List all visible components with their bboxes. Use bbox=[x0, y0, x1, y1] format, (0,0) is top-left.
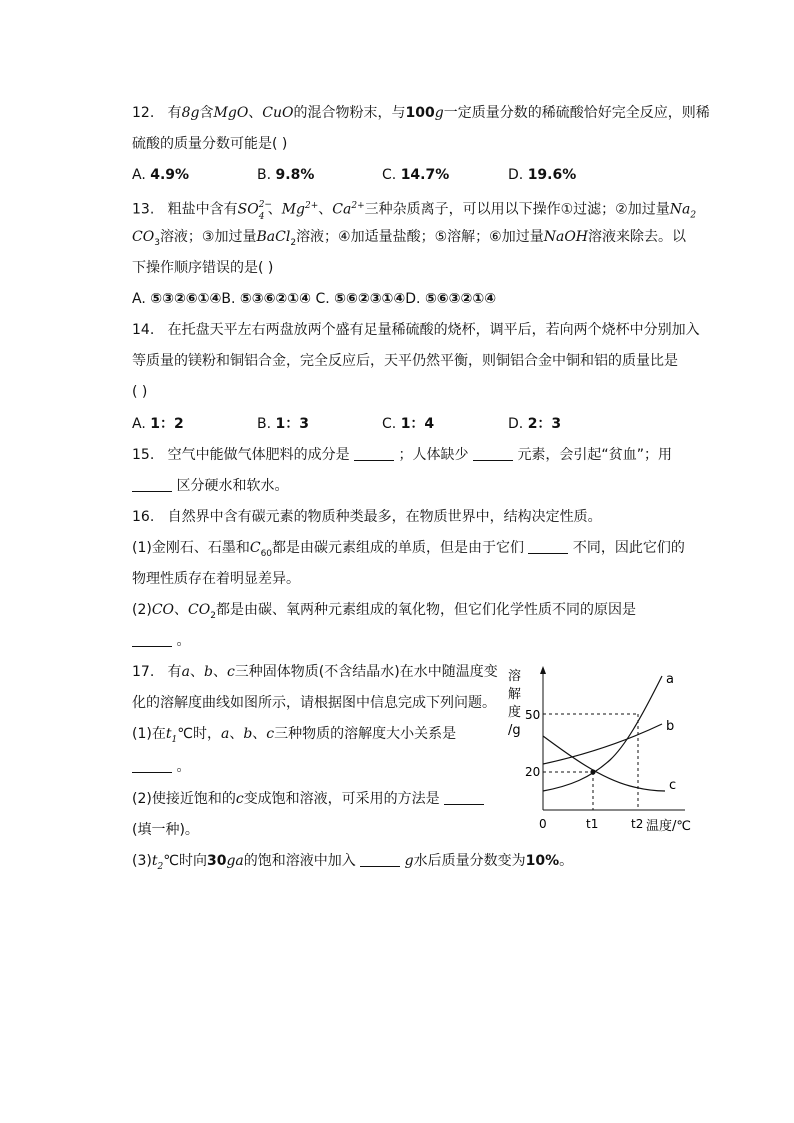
x-axis-label: 温度/℃ bbox=[646, 819, 691, 834]
q14-option-a: A. 1：2 bbox=[132, 416, 184, 432]
q17-line1: 17. 有a、b、c三种固体物质(不含结晶水)在水中随温度变 bbox=[132, 664, 498, 680]
y-axis-label-4: /g bbox=[508, 723, 521, 738]
q17-part2-cont: (填一种)。 bbox=[132, 822, 199, 838]
solubility-graph bbox=[500, 660, 700, 835]
formula-mgo: MgO bbox=[213, 105, 249, 121]
q17-part1: (1)在$t_1℃$时，a、b、c三种物质的溶解度大小关系是 bbox=[132, 726, 457, 745]
x-tick-origin: 0 bbox=[539, 817, 547, 831]
q13-options: A. ⑤③②⑥①④B. ⑤③⑥②①④ C. ⑤⑥②③①④D. ⑤⑥③②①④ bbox=[132, 291, 497, 307]
y-axis-arrow bbox=[540, 666, 546, 674]
answer-blank[interactable] bbox=[132, 477, 172, 492]
q12-line2: 硫酸的质量分数可能是( ) bbox=[132, 136, 288, 152]
q17-part2: (2)使接近饱和的c变成饱和溶液，可采用的方法是 bbox=[132, 789, 484, 809]
y-axis-label-2: 解 bbox=[508, 687, 522, 702]
y-axis-label-1: 溶 bbox=[508, 669, 522, 684]
text: 的混合物粉末，与 bbox=[293, 105, 406, 121]
q14-line1: 14. 在托盘天平左右两盘放两个盛有足量稀硫酸的烧杯，调平后，若向两个烧杯中分别加入 bbox=[132, 322, 700, 338]
ion-charge: 2− 4 bbox=[258, 199, 272, 222]
answer-blank[interactable] bbox=[528, 539, 568, 554]
formula-co2: CO bbox=[188, 602, 211, 618]
q15-line2: 区分硬水和软水。 bbox=[132, 476, 288, 496]
y-tick-20: 20 bbox=[525, 765, 541, 779]
formula-co: CO bbox=[151, 602, 175, 618]
curve-b bbox=[543, 724, 662, 764]
formula-so4: SO bbox=[237, 201, 259, 218]
question-number: 13. bbox=[132, 201, 155, 218]
q14-line3: ( ) bbox=[132, 384, 148, 400]
unit: g bbox=[190, 105, 200, 121]
formula-ca: Ca bbox=[332, 201, 352, 218]
formula-naoh: NaOH bbox=[543, 229, 589, 245]
x-tick-t1: t1 bbox=[586, 817, 599, 831]
answer-blank[interactable] bbox=[354, 446, 394, 461]
q14-option-b: B. 1：3 bbox=[257, 416, 309, 432]
curve-c bbox=[543, 736, 665, 791]
q17-part3: $(3)t_2℃$时向30ga的饱和溶液中加入 g水后质量分数变为10%。 bbox=[132, 853, 574, 872]
number: 8 bbox=[181, 105, 191, 121]
text: 含 bbox=[199, 105, 214, 121]
q12-option-a: A. 4.9% bbox=[132, 167, 190, 183]
question-number: 12. bbox=[132, 105, 155, 121]
curve-a bbox=[543, 676, 662, 791]
q16-part1-cont: 物理性质存在着明显差异。 bbox=[132, 571, 300, 587]
text: 粗盐中含有 bbox=[167, 201, 238, 218]
formula-na2: Na bbox=[669, 201, 691, 218]
q13-line3: 下操作顺序错误的是( ) bbox=[132, 260, 274, 276]
q14-option-d: D. 2：3 bbox=[508, 416, 562, 432]
q17-line2: 化的溶解度曲线如图所示，请根据图中信息完成下列问题。 bbox=[132, 695, 496, 711]
text: 一定质量分数的稀硫酸恰好完全反应，则稀 bbox=[443, 105, 710, 121]
formula-mg: Mg bbox=[281, 201, 305, 218]
y-tick-50: 50 bbox=[525, 708, 541, 722]
label-c: c bbox=[669, 778, 677, 793]
q16-part2: (2)CO、$CO_2$都是由碳、氧两种元素组成的氧化物，但它们化学性质不同的原因是 bbox=[132, 602, 636, 621]
q13-line2: $CO_3$溶液；③加过量BaCl$_2$溶液；④加适量盐酸；⑤溶解；⑥加过量NaOH溶液来除去。以 bbox=[132, 229, 687, 248]
q14-option-c: C. 1：4 bbox=[382, 416, 435, 432]
formula-bacl2: BaCl bbox=[256, 229, 291, 245]
q12-option-b: B. 9.8% bbox=[257, 167, 315, 183]
label-b: b bbox=[666, 719, 675, 734]
answer-blank[interactable] bbox=[360, 852, 400, 867]
formula-co3: CO bbox=[132, 229, 155, 245]
formula-cuo: CuO bbox=[262, 105, 294, 121]
x-tick-t2: t2 bbox=[631, 817, 644, 831]
q16-part1: (1)金刚石、石墨和$C_{60}$都是由碳元素组成的单质，但是由于它们 不同，因此它们的 bbox=[132, 540, 685, 559]
q12-line1 bbox=[132, 103, 710, 123]
intersection-point bbox=[590, 769, 595, 774]
formula-c60: C bbox=[249, 540, 261, 556]
number: 100 bbox=[405, 105, 435, 121]
answer-blank[interactable] bbox=[132, 632, 172, 647]
q13-line1: 13. 粗盐中含有SO 2− 4 、$Mg^{2+}$、$Ca^{2+}$三种杂质离子，可以用以下操作①过滤；②加过量$Na_2$ bbox=[132, 199, 697, 222]
answer-blank[interactable] bbox=[132, 758, 172, 773]
text: 有 bbox=[167, 105, 182, 121]
y-axis-label-3: 度 bbox=[508, 705, 522, 720]
q12-option-d: D. 19.6% bbox=[508, 167, 577, 183]
q16-line1: 16. 自然界中含有碳元素的物质种类最多，在物质世界中，结构决定性质。 bbox=[132, 509, 602, 525]
unit: g bbox=[434, 105, 444, 121]
q12-option-c: C. 14.7% bbox=[382, 167, 450, 183]
text: 、 bbox=[248, 105, 263, 121]
label-a: a bbox=[666, 672, 674, 687]
answer-blank[interactable] bbox=[444, 790, 484, 805]
q17-part1-cont: 。 bbox=[132, 757, 190, 777]
answer-blank[interactable] bbox=[473, 446, 513, 461]
q16-part2-cont: 。 bbox=[132, 631, 190, 651]
q14-line2: 等质量的镁粉和铜铝合金，完全反应后，天平仍然平衡，则铜铝合金中铜和铝的质量比是 bbox=[132, 353, 678, 369]
q15-line1: 15. 空气中能做气体肥料的成分是 ；人体缺少 元素，会引起“贫血”；用 bbox=[132, 447, 672, 463]
